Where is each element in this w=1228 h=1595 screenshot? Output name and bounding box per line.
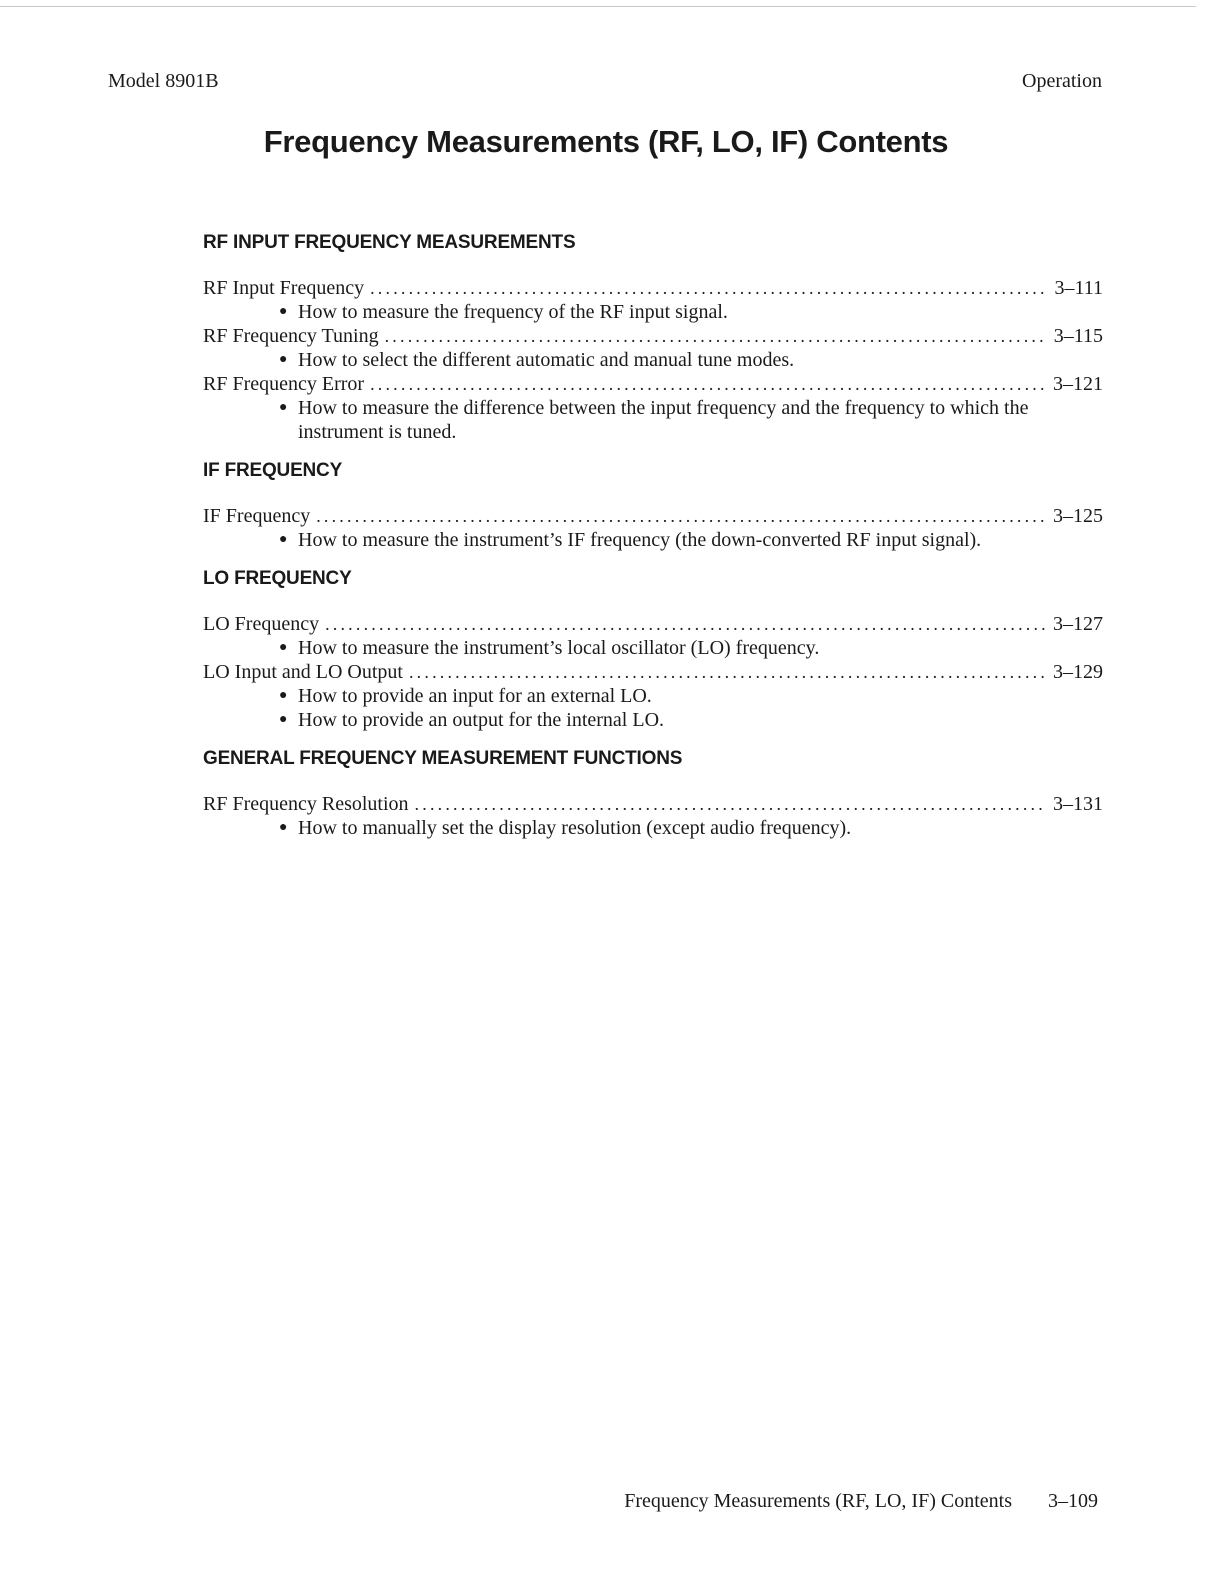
section-heading: RF INPUT FREQUENCY MEASUREMENTS bbox=[203, 232, 576, 253]
bullet-icon: ● bbox=[279, 640, 288, 655]
section-heading: IF FREQUENCY bbox=[203, 460, 343, 481]
table-of-contents bbox=[203, 230, 1103, 854]
section-heading: GENERAL FREQUENCY MEASUREMENT FUNCTIONS bbox=[203, 748, 683, 769]
toc-entry-page: 3–127 bbox=[1053, 613, 1103, 635]
header-model: Model 8901B bbox=[108, 70, 219, 92]
entry-description bbox=[203, 528, 1103, 552]
entry-description-list bbox=[203, 684, 1103, 732]
toc-entry-page: 3–111 bbox=[1054, 277, 1103, 299]
entry-description bbox=[203, 348, 1103, 372]
toc-entry-title: RF Input Frequency bbox=[203, 277, 365, 299]
entry-description bbox=[203, 708, 1103, 732]
dot-leader bbox=[370, 276, 1048, 300]
dot-leader bbox=[409, 660, 1047, 684]
toc-entry-title: LO Input and LO Output bbox=[203, 661, 403, 683]
bullet-icon: ● bbox=[279, 352, 288, 367]
entry-description bbox=[203, 684, 1103, 708]
toc-entry[interactable] bbox=[203, 660, 1103, 684]
entry-description-list bbox=[203, 636, 1103, 660]
dot-leader bbox=[325, 612, 1047, 636]
toc-section bbox=[203, 746, 1103, 840]
dot-leader bbox=[316, 504, 1047, 528]
top-rule bbox=[0, 6, 1196, 7]
toc-entry-page: 3–129 bbox=[1053, 661, 1103, 683]
toc-entry[interactable] bbox=[203, 504, 1103, 528]
bullet-icon: ● bbox=[279, 304, 288, 319]
toc-entry[interactable] bbox=[203, 324, 1103, 348]
entry-description-text: How to select the different automatic and manual tune modes. bbox=[298, 349, 795, 371]
toc-section bbox=[203, 566, 1103, 732]
toc-entry-title: RF Frequency Tuning bbox=[203, 325, 379, 347]
page-title: Frequency Measurements (RF, LO, IF) Contents bbox=[263, 124, 949, 159]
entry-description-text: How to measure the instrument’s local oscillator (LO) frequency. bbox=[298, 637, 820, 659]
toc-entry-page: 3–115 bbox=[1053, 325, 1103, 347]
toc-section bbox=[203, 458, 1103, 552]
toc-section bbox=[203, 230, 1103, 444]
toc-entry-title: RF Frequency Error bbox=[203, 373, 365, 395]
bullet-icon: ● bbox=[279, 688, 288, 703]
toc-entry-title: IF Frequency bbox=[203, 505, 311, 527]
entry-description bbox=[203, 816, 1103, 840]
entry-description-list bbox=[203, 300, 1103, 324]
bullet-icon: ● bbox=[279, 712, 288, 727]
section-heading: LO FREQUENCY bbox=[203, 568, 352, 589]
toc-entry[interactable] bbox=[203, 792, 1103, 816]
entry-description-list bbox=[203, 816, 1103, 840]
entry-description-text: How to measure the instrument’s IF frequency (the down-converted RF input signal). bbox=[298, 529, 982, 551]
toc-entry-title: LO Frequency bbox=[203, 613, 320, 635]
dot-leader bbox=[415, 792, 1047, 816]
toc-entry-page: 3–131 bbox=[1053, 793, 1103, 815]
entry-description-list bbox=[203, 348, 1103, 372]
bullet-icon: ● bbox=[279, 400, 288, 415]
entry-description-text: How to provide an output for the internal LO. bbox=[298, 709, 665, 731]
toc-entry-page: 3–125 bbox=[1053, 505, 1103, 527]
dot-leader bbox=[370, 372, 1047, 396]
entry-description-text: How to manually set the display resolution (except audio frequency). bbox=[298, 817, 852, 839]
entry-description bbox=[203, 396, 1103, 444]
entry-description-list bbox=[203, 396, 1103, 444]
entry-description-list bbox=[203, 528, 1103, 552]
bullet-icon: ● bbox=[279, 820, 288, 835]
entry-description bbox=[203, 636, 1103, 660]
toc-entry[interactable] bbox=[203, 276, 1103, 300]
entry-description bbox=[203, 300, 1103, 324]
header-section: Operation bbox=[1022, 70, 1102, 92]
footer bbox=[624, 1490, 1098, 1513]
entry-description-text: How to measure the frequency of the RF input signal. bbox=[298, 301, 728, 323]
entry-description-text: How to measure the difference between the input frequency and the frequency to which the instrument is tuned. bbox=[298, 397, 1029, 443]
toc-entry-title: RF Frequency Resolution bbox=[203, 793, 409, 815]
bullet-icon: ● bbox=[279, 532, 288, 547]
toc-entry-page: 3–121 bbox=[1053, 373, 1103, 395]
footer-page-number: 3–109 bbox=[1048, 1490, 1098, 1512]
dot-leader bbox=[385, 324, 1048, 348]
entry-description-text: How to provide an input for an external LO. bbox=[298, 685, 652, 707]
toc-entry[interactable] bbox=[203, 372, 1103, 396]
toc-entry[interactable] bbox=[203, 612, 1103, 636]
footer-title: Frequency Measurements (RF, LO, IF) Contents bbox=[624, 1490, 1012, 1512]
